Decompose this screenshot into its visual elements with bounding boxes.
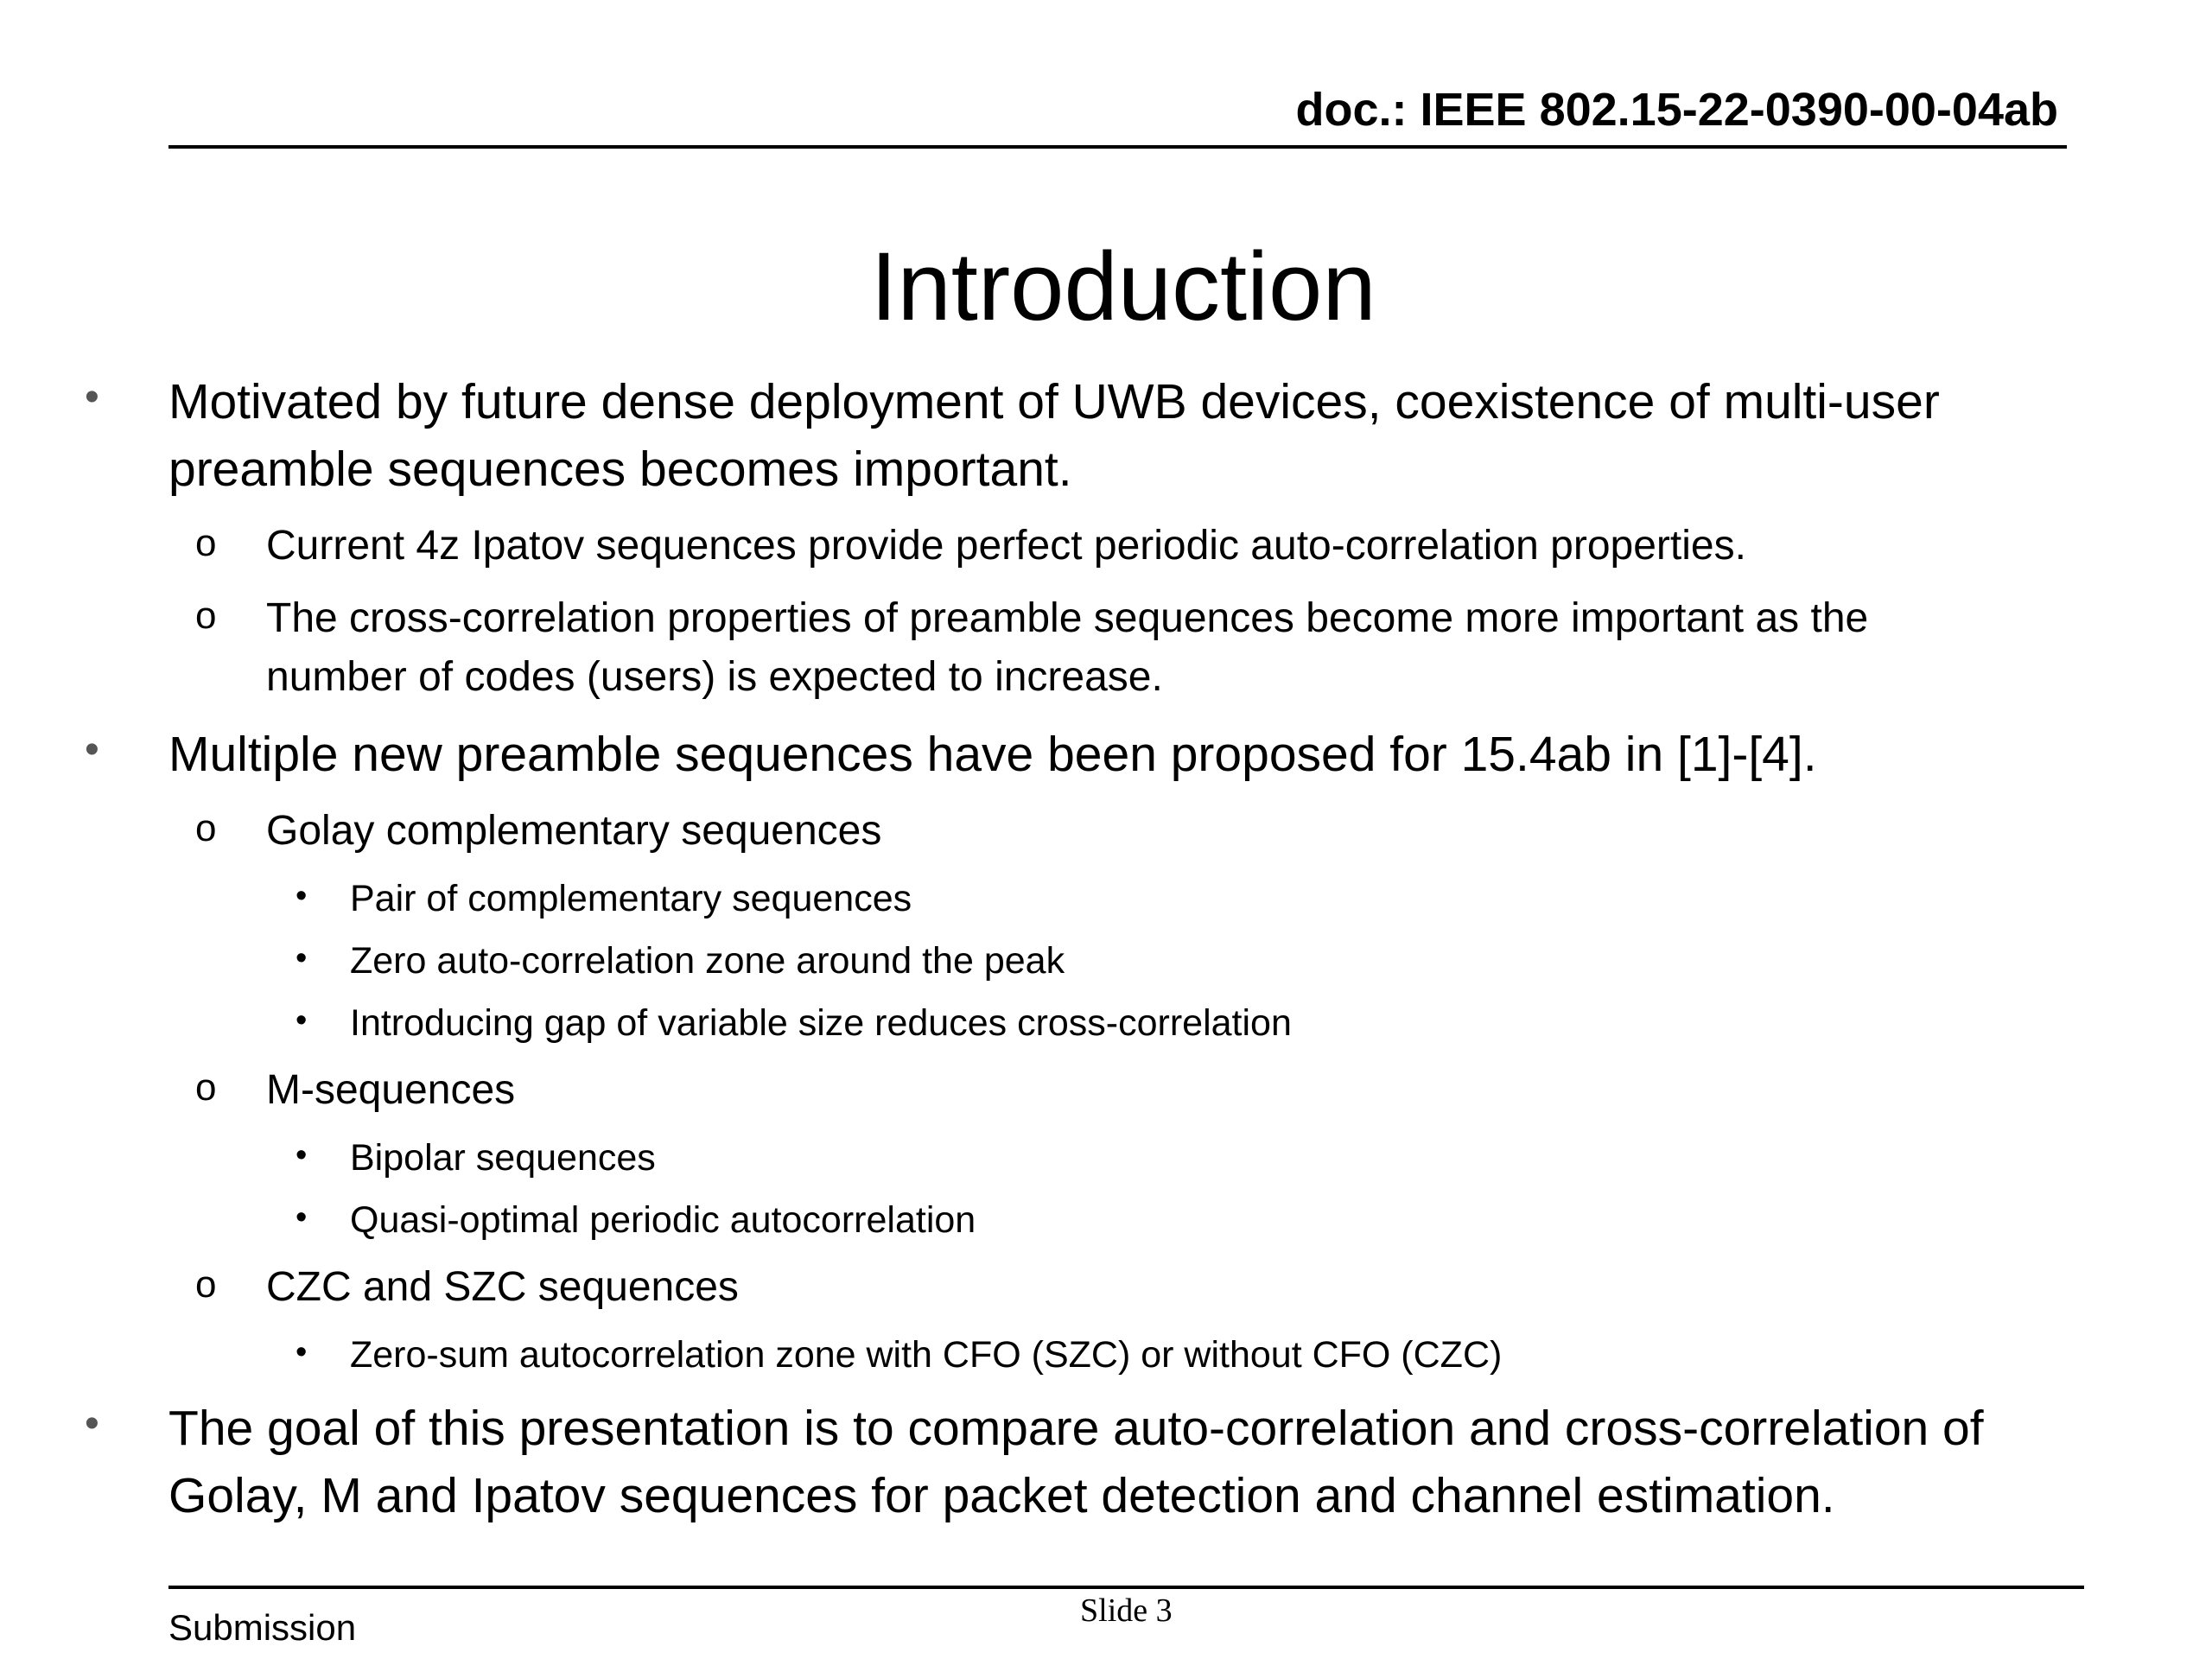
bullet-text: preamble sequences becomes important.	[168, 442, 1072, 497]
bullet-text: The goal of this presentation is to compare auto-correlation and cross-correlation of	[168, 1401, 1984, 1456]
footer-divider	[168, 1586, 2084, 1589]
sub-bullet-marker: o	[195, 522, 217, 564]
sub-sub-bullet-text: Zero auto-correlation zone around the peak	[350, 940, 1065, 982]
sub-sub-bullet-marker: •	[296, 1199, 308, 1236]
sub-sub-bullet-text: Introducing gap of variable size reduces cross-correlation	[350, 1002, 1292, 1044]
bullet-text: Motivated by future dense deployment of UWB devices, coexistence of multi-user	[168, 374, 1940, 429]
bullet-marker: •	[85, 374, 99, 420]
sub-sub-bullet-text: Pair of complementary sequences	[350, 878, 912, 919]
sub-sub-bullet-text: Bipolar sequences	[350, 1137, 656, 1179]
bullet-text: Multiple new preamble sequences have been proposed for 15.4ab in [1]-[4].	[168, 727, 1817, 782]
sub-sub-bullet-marker: •	[296, 1334, 308, 1370]
document-id: doc.: IEEE 802.15-22-0390-00-04ab	[1295, 84, 2058, 136]
sub-sub-bullet-text: Zero-sum autocorrelation zone with CFO (SZC) or without CFO (CZC)	[350, 1334, 1503, 1376]
bullet-text: Golay, M and Ipatov sequences for packet detection and channel estimation.	[168, 1468, 1835, 1523]
sub-bullet-text: number of codes (users) is expected to increase.	[266, 654, 1163, 700]
sub-sub-bullet-marker: •	[296, 878, 308, 914]
sub-bullet-text: Current 4z Ipatov sequences provide perfect periodic auto-correlation properties.	[266, 523, 1746, 569]
sub-sub-bullet-marker: •	[296, 1137, 308, 1173]
sub-sub-bullet-marker: •	[296, 1002, 308, 1039]
header-divider	[168, 145, 2067, 149]
sub-sub-bullet-text: Quasi-optimal periodic autocorrelation	[350, 1199, 976, 1241]
sub-sub-bullet-marker: •	[296, 940, 308, 976]
sub-bullet-marker: o	[195, 594, 217, 637]
sub-bullet-marker: o	[195, 807, 217, 849]
sub-bullet-text: The cross-correlation properties of preamble sequences become more important as the	[266, 595, 1869, 641]
bullet-marker: •	[85, 1401, 99, 1446]
slide-number: Slide 3	[1080, 1592, 1173, 1629]
sub-bullet-marker: o	[195, 1263, 217, 1306]
footer-submission-label: Submission	[168, 1607, 357, 1648]
bullet-marker: •	[85, 727, 99, 772]
sub-bullet-marker: o	[195, 1066, 217, 1109]
sub-bullet-text: M-sequences	[266, 1067, 516, 1113]
slide-title: Introduction	[870, 232, 1376, 340]
sub-bullet-text: Golay complementary sequences	[266, 808, 882, 854]
sub-bullet-text: CZC and SZC sequences	[266, 1264, 739, 1310]
